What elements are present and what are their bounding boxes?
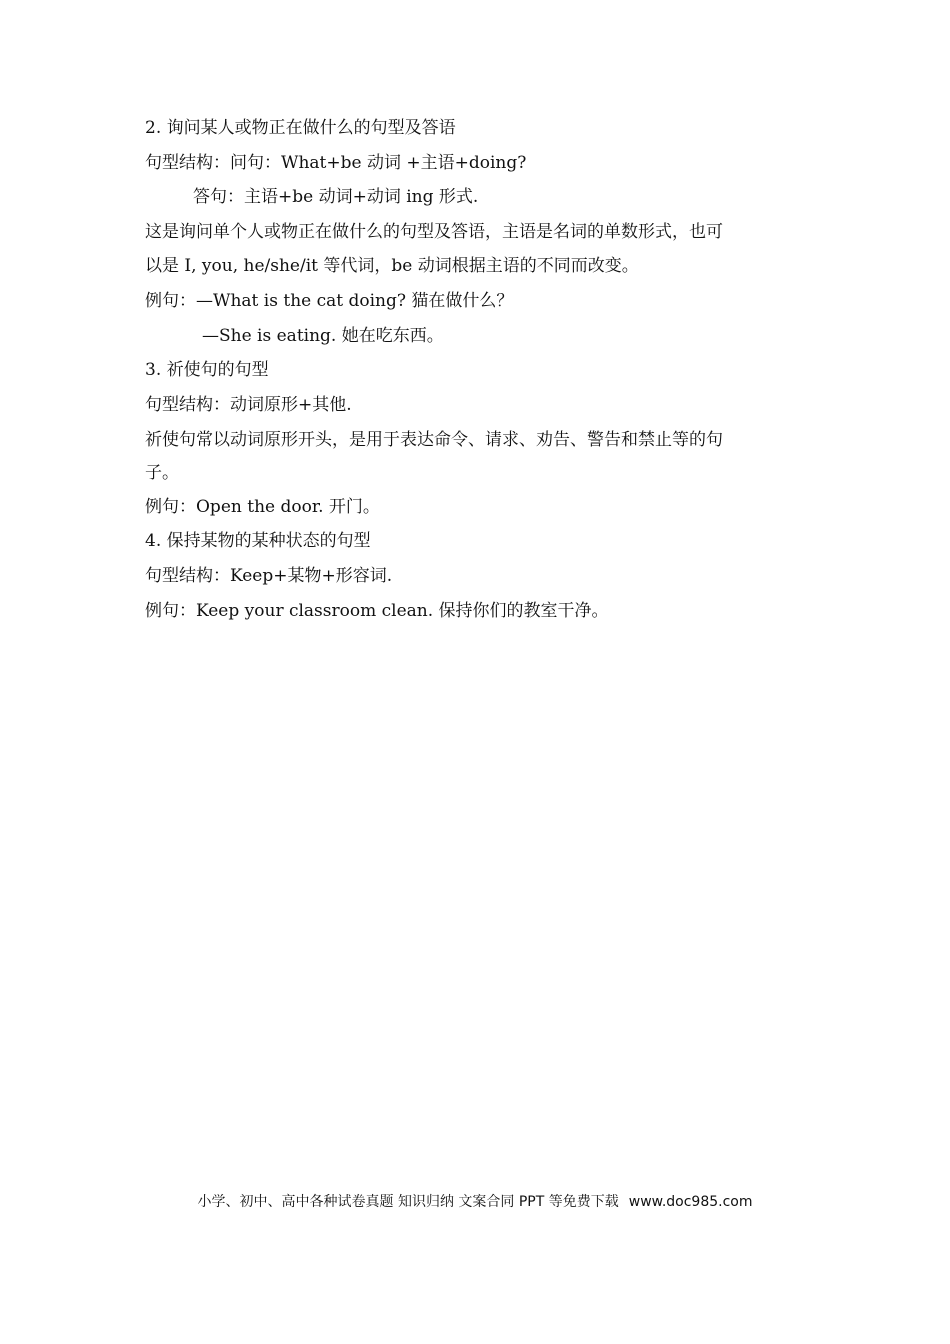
footer-url: www.doc985.com	[628, 1194, 753, 1210]
section-3-explanation-line-2: 子。	[145, 463, 179, 483]
section-2-heading: 2. 询问某人或物正在做什么的句型及答语	[145, 118, 456, 138]
section-4-example: 例句：Keep your classroom clean. 保持你们的教室干净。	[145, 601, 609, 621]
footer-text: 小学、初中、高中各种试卷真题 知识归纳 文案合同 PPT 等免费下载	[197, 1194, 619, 1210]
page-footer	[0, 1191, 950, 1211]
section-2-explanation-line-1: 这是询问单个人或物正在做什么的句型及答语，主语是名词的单数形式，也可	[145, 222, 723, 242]
section-4-heading: 4. 保持某物的某种状态的句型	[145, 531, 371, 551]
section-3-example: 例句：Open the door. 开门。	[145, 497, 380, 517]
section-3-heading: 3. 祈使句的句型	[145, 360, 269, 380]
section-2-structure-answer: 答句：主语+be 动词+动词 ing 形式.	[193, 187, 479, 207]
section-2-explanation-line-2: 以是 I, you, he/she/it 等代词，be 动词根据主语的不同而改变。	[145, 256, 639, 276]
section-3-structure: 句型结构：动词原形+其他.	[145, 395, 352, 415]
section-3-explanation-line-1: 祈使句常以动词原形开头，是用于表达命令、请求、劝告、警告和禁止等的句	[145, 430, 723, 450]
section-4-structure: 句型结构：Keep+某物+形容词.	[145, 566, 393, 586]
section-2-example-question: 例句：—What is the cat doing? 猫在做什么？	[145, 291, 514, 311]
section-2-example-answer: —She is eating. 她在吃东西。	[202, 326, 444, 346]
section-2-structure-question: 句型结构：问句：What+be 动词 +主语+doing?	[145, 153, 527, 173]
